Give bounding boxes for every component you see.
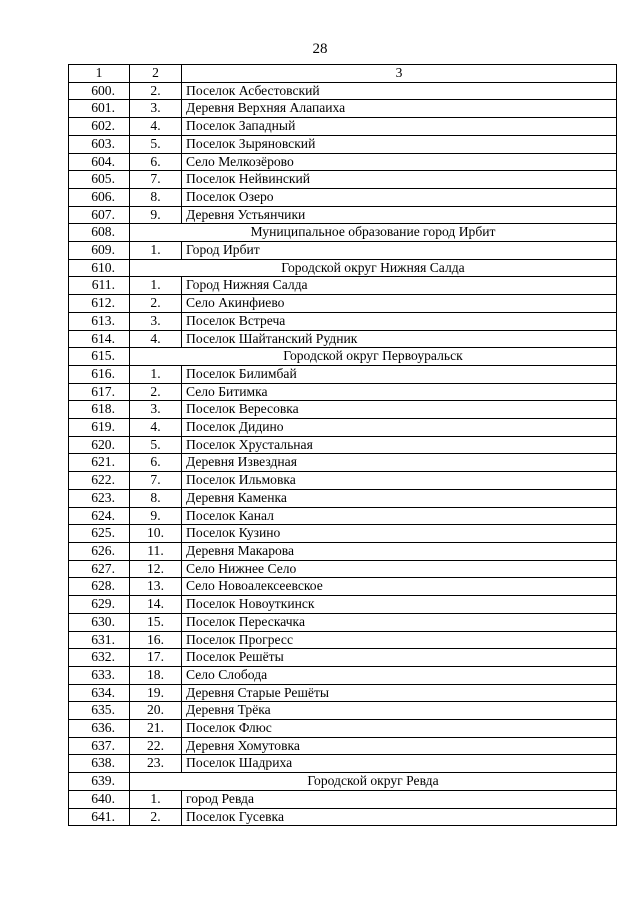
- settlement-name-cell: Поселок Встреча: [182, 312, 617, 330]
- sub-number-cell: 2.: [130, 82, 182, 100]
- table-row: [69, 666, 617, 684]
- sub-number-cell: 1.: [130, 242, 182, 260]
- table-row: [69, 153, 617, 171]
- row-number-cell: 631.: [69, 631, 130, 649]
- sub-number-cell: 7.: [130, 171, 182, 189]
- table-row: [69, 542, 617, 560]
- row-number-cell: 623.: [69, 489, 130, 507]
- column-header-2: 2: [130, 65, 182, 83]
- row-number-cell: 626.: [69, 542, 130, 560]
- table-row: [69, 631, 617, 649]
- row-number-cell: 607.: [69, 206, 130, 224]
- row-number-cell: 601.: [69, 100, 130, 118]
- table-row: [69, 472, 617, 490]
- table-row: [69, 135, 617, 153]
- table-row: [69, 206, 617, 224]
- settlement-name-cell: Поселок Вересовка: [182, 401, 617, 419]
- table-row: [69, 613, 617, 631]
- settlement-name-cell: Поселок Решёты: [182, 649, 617, 667]
- row-number-cell: 624.: [69, 507, 130, 525]
- sub-number-cell: 21.: [130, 720, 182, 738]
- table-row: [69, 188, 617, 206]
- settlement-name-cell: Деревня Извездная: [182, 454, 617, 472]
- sub-number-cell: 4.: [130, 330, 182, 348]
- settlement-name-cell: Поселок Дидино: [182, 419, 617, 437]
- sub-number-cell: 9.: [130, 206, 182, 224]
- row-number-cell: 608.: [69, 224, 130, 242]
- settlement-name-cell: Деревня Хомутовка: [182, 737, 617, 755]
- row-number-cell: 640.: [69, 790, 130, 808]
- settlement-name-cell: Город Нижняя Салда: [182, 277, 617, 295]
- sub-number-cell: 1.: [130, 277, 182, 295]
- row-number-cell: 621.: [69, 454, 130, 472]
- settlement-name-cell: город Ревда: [182, 790, 617, 808]
- table-row: [69, 277, 617, 295]
- table-header-row: [69, 65, 617, 83]
- settlement-name-cell: Поселок Новоуткинск: [182, 596, 617, 614]
- row-number-cell: 635.: [69, 702, 130, 720]
- settlement-name-cell: Поселок Канал: [182, 507, 617, 525]
- table-row: [69, 507, 617, 525]
- row-number-cell: 617.: [69, 383, 130, 401]
- sub-number-cell: 18.: [130, 666, 182, 684]
- table-row: [69, 383, 617, 401]
- table-row: [69, 596, 617, 614]
- settlement-name-cell: Поселок Кузино: [182, 525, 617, 543]
- row-number-cell: 620.: [69, 436, 130, 454]
- settlement-name-cell: Поселок Гусевка: [182, 808, 617, 826]
- settlement-name-cell: Село Нижнее Село: [182, 560, 617, 578]
- section-title-cell: Городской округ Первоуральск: [130, 348, 617, 366]
- row-number-cell: 639.: [69, 773, 130, 791]
- section-row: [69, 259, 617, 277]
- sub-number-cell: 6.: [130, 153, 182, 171]
- sub-number-cell: 2.: [130, 295, 182, 313]
- sub-number-cell: 3.: [130, 401, 182, 419]
- row-number-cell: 604.: [69, 153, 130, 171]
- table-row: [69, 702, 617, 720]
- table-row: [69, 560, 617, 578]
- sub-number-cell: 16.: [130, 631, 182, 649]
- section-row: [69, 224, 617, 242]
- settlement-name-cell: Поселок Зыряновский: [182, 135, 617, 153]
- settlements-table: [68, 64, 617, 826]
- settlement-name-cell: Поселок Флюс: [182, 720, 617, 738]
- sub-number-cell: 15.: [130, 613, 182, 631]
- row-number-cell: 602.: [69, 118, 130, 136]
- table-row: [69, 401, 617, 419]
- settlement-name-cell: Поселок Шайтанский Рудник: [182, 330, 617, 348]
- settlement-name-cell: Деревня Каменка: [182, 489, 617, 507]
- sub-number-cell: 3.: [130, 100, 182, 118]
- table-row: [69, 720, 617, 738]
- sub-number-cell: 2.: [130, 808, 182, 826]
- sub-number-cell: 11.: [130, 542, 182, 560]
- row-number-cell: 612.: [69, 295, 130, 313]
- settlement-name-cell: Село Новоалексеевское: [182, 578, 617, 596]
- page-number: 28: [312, 41, 328, 57]
- table-row: [69, 330, 617, 348]
- table-row: [69, 171, 617, 189]
- row-number-cell: 603.: [69, 135, 130, 153]
- sub-number-cell: 17.: [130, 649, 182, 667]
- settlement-name-cell: Поселок Хрустальная: [182, 436, 617, 454]
- table-row: [69, 419, 617, 437]
- row-number-cell: 628.: [69, 578, 130, 596]
- table-row: [69, 790, 617, 808]
- section-title-cell: Городской округ Нижняя Салда: [130, 259, 617, 277]
- sub-number-cell: 5.: [130, 436, 182, 454]
- section-row: [69, 773, 617, 791]
- table-row: [69, 242, 617, 260]
- sub-number-cell: 4.: [130, 419, 182, 437]
- settlement-name-cell: Поселок Перескачка: [182, 613, 617, 631]
- sub-number-cell: 22.: [130, 737, 182, 755]
- row-number-cell: 613.: [69, 312, 130, 330]
- row-number-cell: 634.: [69, 684, 130, 702]
- table-row: [69, 100, 617, 118]
- sub-number-cell: 19.: [130, 684, 182, 702]
- settlement-name-cell: Деревня Верхняя Алапаиха: [182, 100, 617, 118]
- settlement-name-cell: Поселок Билимбай: [182, 365, 617, 383]
- sub-number-cell: 20.: [130, 702, 182, 720]
- sub-number-cell: 1.: [130, 790, 182, 808]
- row-number-cell: 606.: [69, 188, 130, 206]
- sub-number-cell: 3.: [130, 312, 182, 330]
- sub-number-cell: 8.: [130, 188, 182, 206]
- settlement-name-cell: Деревня Трёка: [182, 702, 617, 720]
- settlement-name-cell: Деревня Макарова: [182, 542, 617, 560]
- table-row: [69, 454, 617, 472]
- section-row: [69, 348, 617, 366]
- settlement-name-cell: Поселок Прогресс: [182, 631, 617, 649]
- row-number-cell: 629.: [69, 596, 130, 614]
- table-body: [69, 65, 617, 826]
- settlement-name-cell: Поселок Западный: [182, 118, 617, 136]
- row-number-cell: 600.: [69, 82, 130, 100]
- row-number-cell: 632.: [69, 649, 130, 667]
- settlement-name-cell: Деревня Устьянчики: [182, 206, 617, 224]
- sub-number-cell: 6.: [130, 454, 182, 472]
- table-row: [69, 295, 617, 313]
- settlement-name-cell: Деревня Старые Решёты: [182, 684, 617, 702]
- settlement-name-cell: Село Мелкозёрово: [182, 153, 617, 171]
- table-row: [69, 755, 617, 773]
- settlement-name-cell: Поселок Ильмовка: [182, 472, 617, 490]
- row-number-cell: 636.: [69, 720, 130, 738]
- settlement-name-cell: Поселок Озеро: [182, 188, 617, 206]
- table-row: [69, 489, 617, 507]
- sub-number-cell: 5.: [130, 135, 182, 153]
- sub-number-cell: 4.: [130, 118, 182, 136]
- table-row: [69, 684, 617, 702]
- row-number-cell: 614.: [69, 330, 130, 348]
- row-number-cell: 605.: [69, 171, 130, 189]
- table-row: [69, 649, 617, 667]
- settlement-name-cell: Поселок Нейвинский: [182, 171, 617, 189]
- sub-number-cell: 1.: [130, 365, 182, 383]
- table-row: [69, 436, 617, 454]
- settlement-name-cell: Поселок Асбестовский: [182, 82, 617, 100]
- table-row: [69, 312, 617, 330]
- sub-number-cell: 2.: [130, 383, 182, 401]
- section-title-cell: Городской округ Ревда: [130, 773, 617, 791]
- table-row: [69, 118, 617, 136]
- settlement-name-cell: Город Ирбит: [182, 242, 617, 260]
- table-row: [69, 365, 617, 383]
- settlement-name-cell: Село Битимка: [182, 383, 617, 401]
- column-header-3: 3: [182, 65, 617, 83]
- sub-number-cell: 9.: [130, 507, 182, 525]
- row-number-cell: 619.: [69, 419, 130, 437]
- row-number-cell: 616.: [69, 365, 130, 383]
- sub-number-cell: 13.: [130, 578, 182, 596]
- sub-number-cell: 23.: [130, 755, 182, 773]
- sub-number-cell: 7.: [130, 472, 182, 490]
- table-row: [69, 737, 617, 755]
- settlement-name-cell: Село Акинфиево: [182, 295, 617, 313]
- settlement-name-cell: Поселок Шадриха: [182, 755, 617, 773]
- row-number-cell: 638.: [69, 755, 130, 773]
- row-number-cell: 637.: [69, 737, 130, 755]
- section-title-cell: Муниципальное образование город Ирбит: [130, 224, 617, 242]
- row-number-cell: 641.: [69, 808, 130, 826]
- row-number-cell: 625.: [69, 525, 130, 543]
- row-number-cell: 633.: [69, 666, 130, 684]
- sub-number-cell: 14.: [130, 596, 182, 614]
- table-row: [69, 578, 617, 596]
- row-number-cell: 627.: [69, 560, 130, 578]
- sub-number-cell: 10.: [130, 525, 182, 543]
- row-number-cell: 622.: [69, 472, 130, 490]
- row-number-cell: 611.: [69, 277, 130, 295]
- row-number-cell: 618.: [69, 401, 130, 419]
- row-number-cell: 609.: [69, 242, 130, 260]
- column-header-1: 1: [69, 65, 130, 83]
- table-row: [69, 808, 617, 826]
- row-number-cell: 615.: [69, 348, 130, 366]
- table-row: [69, 82, 617, 100]
- table-row: [69, 525, 617, 543]
- sub-number-cell: 12.: [130, 560, 182, 578]
- row-number-cell: 610.: [69, 259, 130, 277]
- settlement-name-cell: Село Слобода: [182, 666, 617, 684]
- row-number-cell: 630.: [69, 613, 130, 631]
- sub-number-cell: 8.: [130, 489, 182, 507]
